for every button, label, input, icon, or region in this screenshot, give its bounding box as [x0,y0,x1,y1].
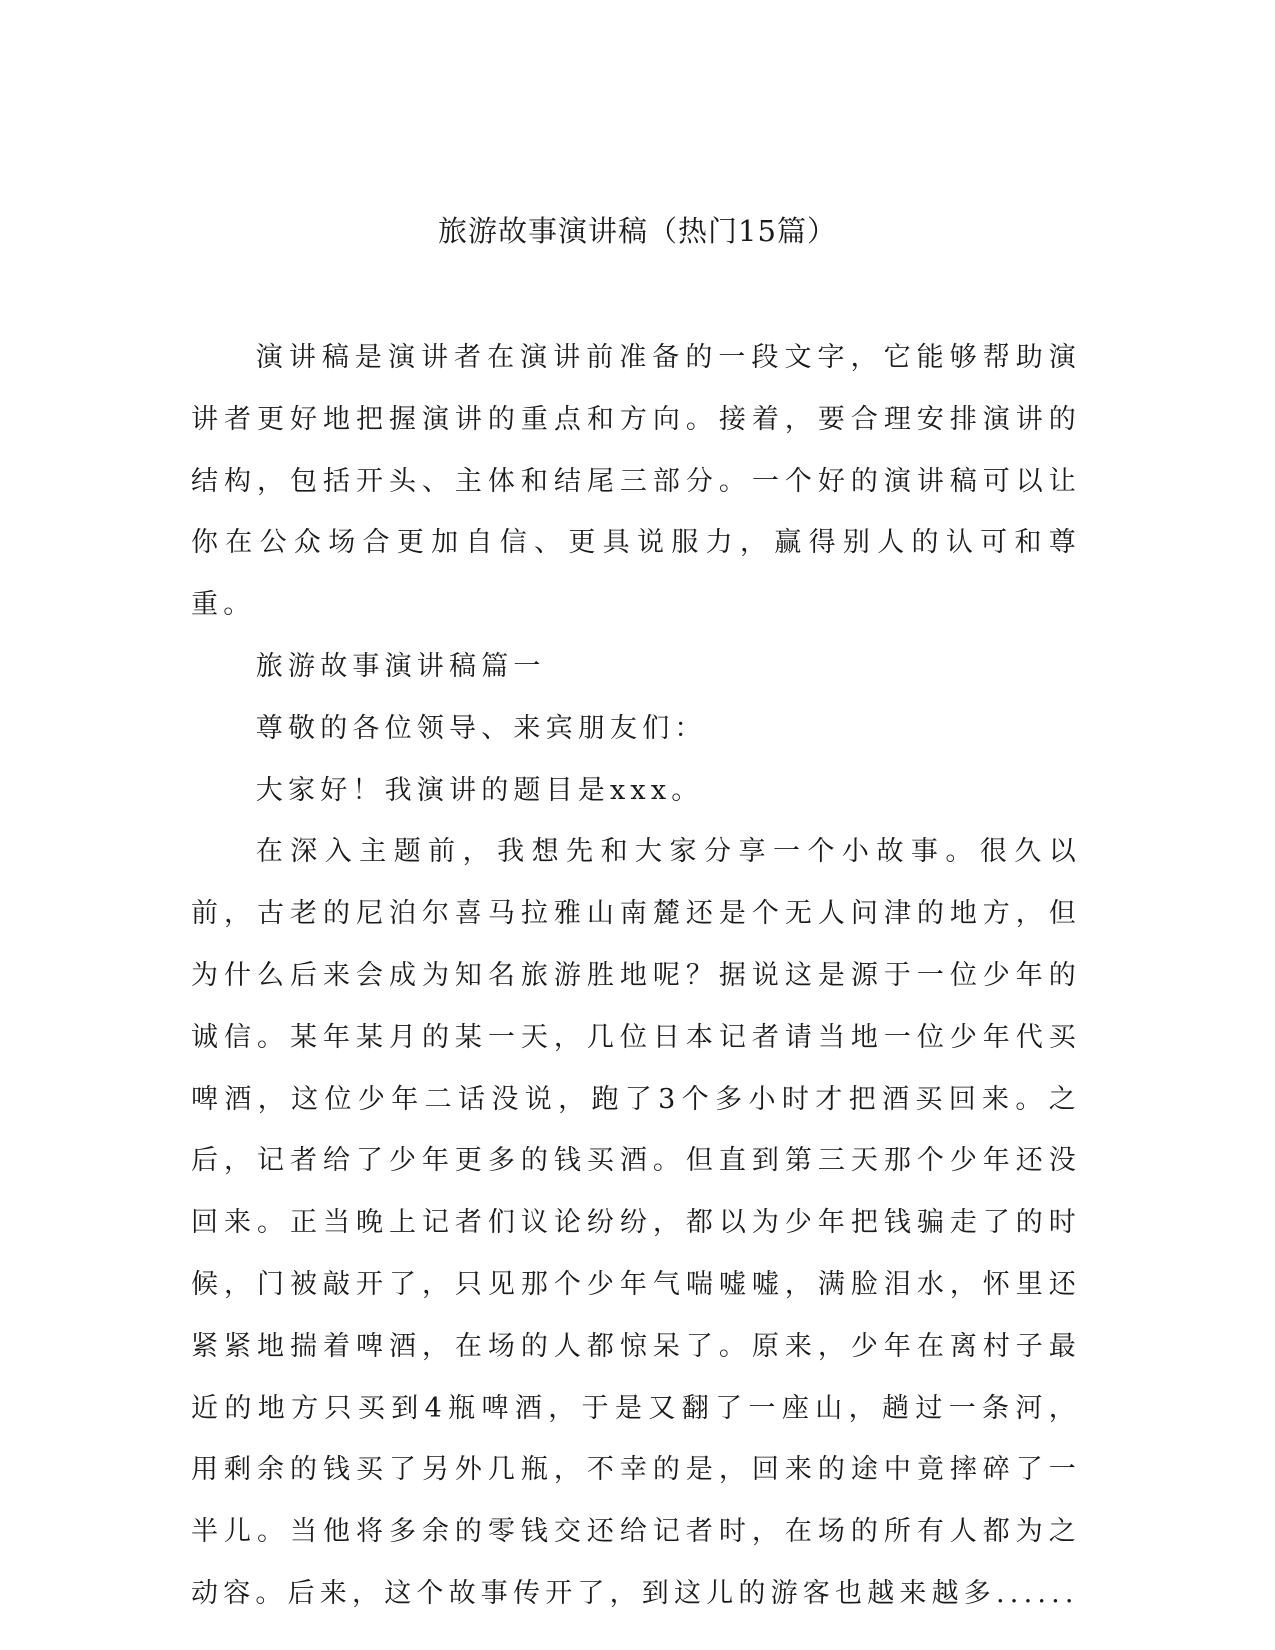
document-body [191,327,1081,1625]
intro-paragraph: 演讲稿是演讲者在演讲前准备的一段文字，它能够帮助演讲者更好地把握演讲的重点和方向。接着，要合理安排演讲的结构，包括开头、主体和结尾三部分。一个好的演讲稿可以让你在公众场合更加自信、更具说服力，赢得别人的认可和尊重。 [191,342,1081,621]
story-paragraph: 在深入主题前，我想先和大家分享一个小故事。很久以前，古老的尼泊尔喜马拉雅山南麓还是个无人问津的地方，但为什么后来会成为知名旅游胜地呢？据说这是源于一位少年的诚信。某年某月的某一天，几位日本记者请当地一位少年代买啤酒，这位少年二话没说，跑了3个多小时才把酒买回来。之后，记者给了少年更多的钱买酒。但直到第三天那个少年还没回来。正当晚上记者们议论纷纷，都以为少年把钱骗走了的时候，门被敲开了，只见那个少年气喘嘘嘘，满脸泪水，怀里还紧紧地揣着啤酒，在场的人都惊呆了。原来，少年在离村子最近的地方只买到4瓶啤酒，于是又翻了一座山，趟过一条河，用剩余的钱买了另外几瓶，不幸的是，回来的途中竟摔碎了一半儿。当他将多余的零钱交还给记者时，在场的所有人都为之动容。后来，这个故事传开了，到这儿的游客也越来越多...... [191,836,1081,1609]
greeting: 大家好！我演讲的题目是xxx。 [255,774,704,806]
document-title: 旅游故事演讲稿（热门15篇） [438,214,837,248]
section-heading: 旅游故事演讲稿篇一 [255,650,546,682]
salutation: 尊敬的各位领导、来宾朋友们： [255,712,707,744]
